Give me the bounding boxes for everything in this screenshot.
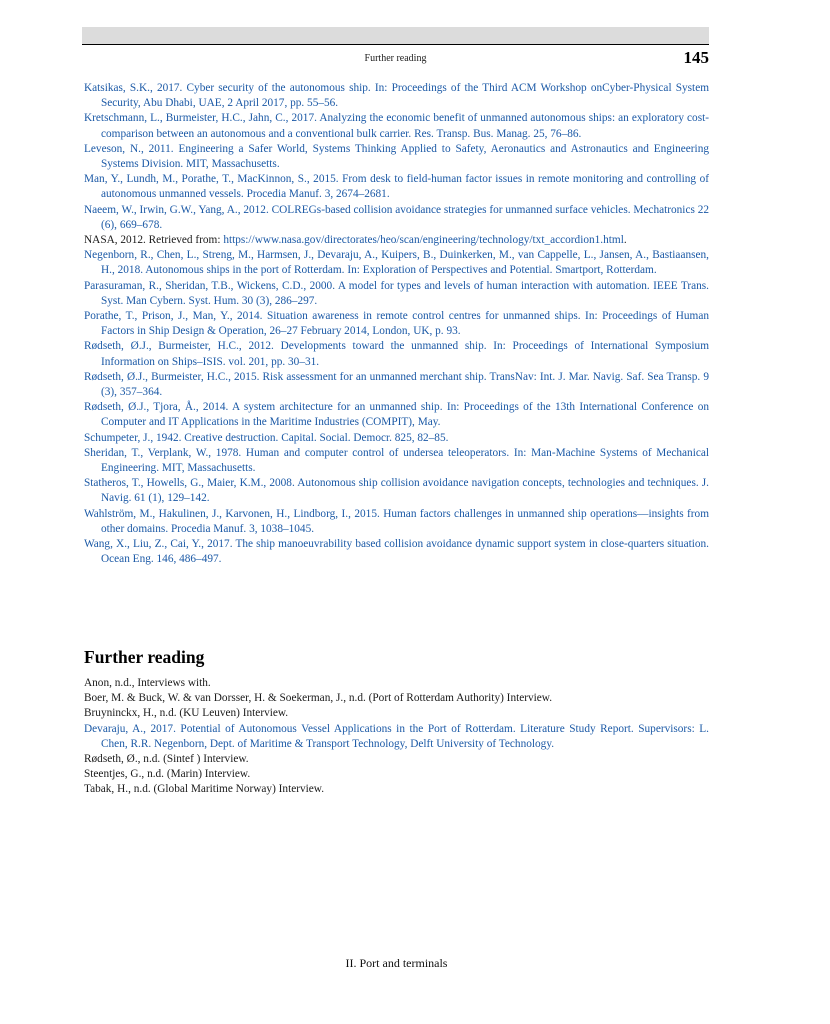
reference-item[interactable]: Man, Y., Lundh, M., Porathe, T., MacKinnon, S., 2015. From desk to field-human factor issues in remote monitoring and controlling of autonomous unmanned vessels. Procedia Manuf. 3, 2674–2681. — [84, 173, 709, 201]
header-bar — [82, 27, 709, 44]
nasa-ref-suffix: . — [623, 234, 627, 247]
further-reading-item: Tabak, H., n.d. (Global Maritime Norway) Interview. — [84, 783, 325, 796]
part-footer: II. Port and terminals — [345, 956, 448, 970]
reference-item[interactable]: Sheridan, T., Verplank, W., 1978. Human and computer control of undersea teleoperators. In: Man-Machine Systems of Mechanical Engineering. MIT, Massachusetts. — [84, 446, 709, 475]
further-reading-list — [84, 676, 709, 798]
further-reading-item: Anon, n.d., Interviews with. — [84, 677, 211, 689]
page-number: 145 — [683, 48, 709, 67]
reference-item[interactable]: Rødseth, Ø.J., Burmeister, H.C., 2015. Risk assessment for an unmanned merchant ship. TransNav: Int. J. Mar. Navig. Saf. Sea Transp. 9 (3), 357–364. — [84, 370, 709, 399]
reference-item[interactable]: Leveson, N., 2011. Engineering a Safer World, Systems Thinking Applied to Safety, Aeronautics and Astronautics and Engineering Systems Division. MIT, Massachusetts. — [84, 142, 709, 171]
header-rule — [82, 44, 709, 45]
reference-item[interactable]: Katsikas, S.K., 2017. Cyber security of the autonomous ship. In: Proceedings of the Third ACM Workshop onCyber-Physical System Security, Abu Dhabi, UAE, 2 April 2017, pp. 55–56. — [84, 82, 709, 110]
nasa-url-link[interactable]: https://www.nasa.gov/directorates/heo/scan/engineering/technology/txt_accordion1.html — [223, 234, 624, 247]
reference-item[interactable]: Naeem, W., Irwin, G.W., Yang, A., 2012. COLREGs-based collision avoidance strategies for unmanned surface vehicles. Mechatronics 22 (6), 669–678. — [84, 203, 709, 231]
reference-item[interactable]: Wahlström, M., Hakulinen, J., Karvonen, H., Lindborg, I., 2015. Human factors challenges in unmanned ship operations—insights from other domains. Procedia Manuf. 3, 1038–1045. — [84, 507, 709, 535]
reference-item[interactable]: Wang, X., Liu, Z., Cai, Y., 2017. The ship manoeuvrability based collision avoidance dynamic support system in close-quarters situation. Ocean Eng. 146, 486–497. — [84, 538, 709, 566]
reference-item-nasa — [84, 233, 709, 248]
reference-item[interactable]: Statheros, T., Howells, G., Maier, K.M., 2008. Autonomous ship collision avoidance navigation concepts, technologies and techniques. J. Navig. 61 (1), 129–142. — [84, 477, 709, 505]
further-reading-item: Rødseth, Ø., n.d. (Sintef ) Interview. — [84, 753, 249, 766]
reference-item[interactable]: Rødseth, Ø.J., Tjora, Å., 2014. A system architecture for an unmanned ship. In: Proceedings of the 13th International Conference on Computer and IT Applications in the Maritime Industries (COMPIT), May. — [84, 401, 709, 429]
nasa-ref-prefix: NASA, 2012. Retrieved from: — [84, 234, 224, 247]
reference-item[interactable]: Schumpeter, J., 1942. Creative destruction. Capital. Social. Democr. 825, 82–85. — [84, 431, 449, 444]
reference-list — [84, 81, 709, 568]
reference-item[interactable]: Parasuraman, R., Sheridan, T.B., Wickens, C.D., 2000. A model for types and levels of human interaction with automation. IEEE Trans. Syst. Man Cybern. Syst. Hum. 30 (3), 286–297. — [84, 279, 709, 307]
further-reading-item: Boer, M. & Buck, W. & van Dorsser, H. & Soekerman, J., n.d. (Port of Rotterdam Authority) Interview. — [84, 692, 553, 705]
reference-item[interactable]: Negenborn, R., Chen, L., Streng, M., Harmsen, J., Devaraju, A., Kuipers, B., Duinkerken, M., van Cappelle, L., Jansen, A., Bastiaansen, H., 2018. Autonomous ships in the port of Rotterdam. In: Exploration of Perspectives and Potential. Smartport, Rotterdam. — [84, 249, 709, 277]
further-reading-item-linked[interactable]: Devaraju, A., 2017. Potential of Autonomous Vessel Applications in the Port of Rotterdam. Literature Study Report. Supervisors: L. Chen, R.R. Negenborn, Dept. of Maritime & Transport Technology, Delft University of Technology. — [84, 722, 709, 750]
further-reading-heading: Further reading — [84, 647, 205, 667]
reference-item[interactable]: Kretschmann, L., Burmeister, H.C., Jahn, C., 2017. Analyzing the economic benefit of unmanned autonomous ships: an exploratory cost-comparison between an autonomous and a conventional bulk carrier. Res. Transp. Bus. Manag. 25, 76–86. — [84, 112, 709, 140]
further-reading-item: Steentjes, G., n.d. (Marin) Interview. — [84, 768, 251, 781]
reference-item[interactable]: Porathe, T., Prison, J., Man, Y., 2014. Situation awareness in remote control centres for unmanned ships. In: Proceedings of Human Factors in Ship Design & Operation, 26–27 February 2014, London, UK, p. 93. — [84, 310, 709, 338]
running-head: Further reading — [364, 53, 427, 64]
further-reading-item: Bruyninckx, H., n.d. (KU Leuven) Interview. — [84, 707, 289, 720]
reference-item[interactable]: Rødseth, Ø.J., Burmeister, H.C., 2012. Developments toward the unmanned ship. In: Proceedings of International Symposium Information on Ships–ISIS. vol. 201, pp. 30–31. — [84, 340, 709, 368]
